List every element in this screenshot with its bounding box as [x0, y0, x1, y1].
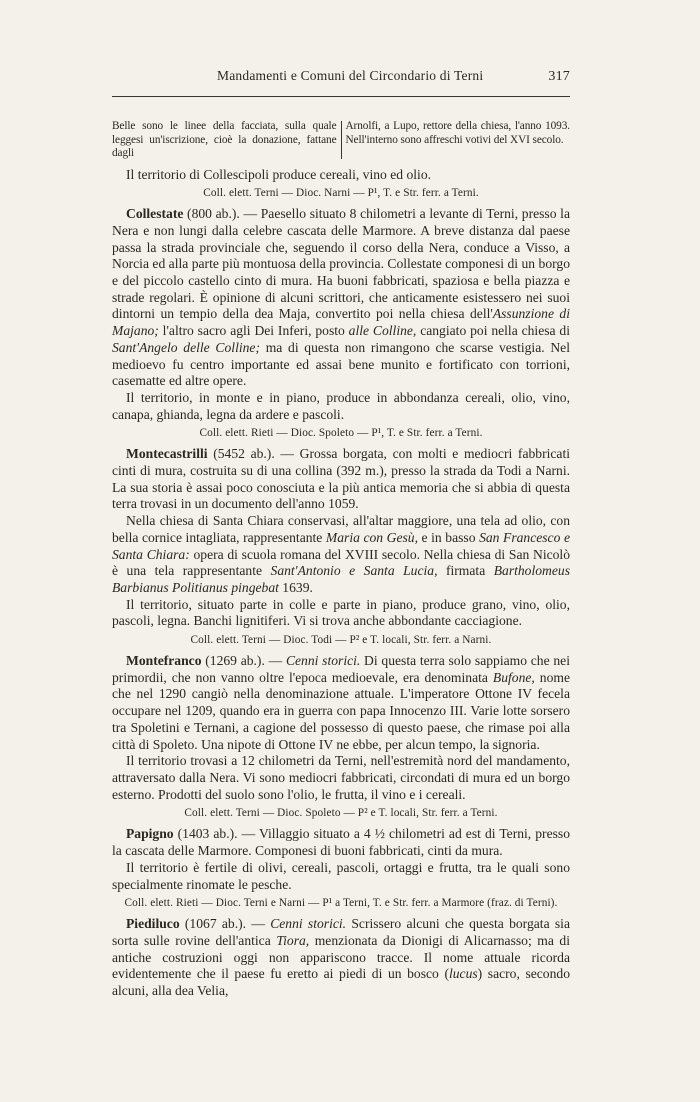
entry-heading: Collestate: [126, 206, 184, 222]
piediluco-para-1: Piediluco (1067 ab.). — Cenni storici. Scrissero alcuni che questa borgata sia sorta sulle rovine dell'antica Tiora, menzionata da Dionigi di Alicarnasso; ma di antiche costruzioni oggi non appariscono tracce. Il nome attuale ricorda evidentemente che il paese fu eretto ai piedi di un bosco (lucus) sacro, secondo alcuni, alla dea Velia,: [112, 916, 570, 999]
continuation-right: Arnolfi, a Lupo, rettore della chiesa, l'anno 1093. Nell'interno sono affreschi votivi del XVI secolo.: [345, 120, 570, 146]
entry-montecastrilli: [112, 446, 570, 647]
collestate-para-1: Collestate (800 ab.). — Paesello situato 8 chilometri a levante di Terni, presso la Nera e non lungi dalla celebre cascata delle Marmore. A breve distanza dal paese passa la strada provinciale che, seguendo il corso della Nera, conduce a Visso, a Norcia ed alla parte più montuosa della provincia. Collestate componesi di un borgo e del piccolo castello cinto di mura. Ha buoni fabbricati, spaziosa e bella piazza e strade regolari. È opinione di alcuni scrittori, che anticamente esistessero nei suoi dintorni un tempio della dea Maja, convertito poi nella chiesa dell'Assunzione di Majano; l'altro sacro agli Dei Inferi, posto alle Colline, cangiato poi nella chiesa di Sant'Angelo delle Colline; ma di questa non rimangono che scarse vestigia. Nel medioevo fu centro importante ed assai bene munito e fortificato con torrioni, casematte ed altre opere.: [112, 206, 570, 389]
running-header: [112, 68, 570, 85]
montefranco-coll: Coll. elett. Terni — Dioc. Spoleto — P² e T. locali, Str. ferr. a Terni.: [184, 807, 498, 820]
collestate-coll: Coll. elett. Rieti — Dioc. Spoleto — P¹, T. e Str. ferr. a Terni.: [199, 427, 483, 440]
montefranco-para-2: Il territorio trovasi a 12 chilometri da Terni, nell'estremità nord del mandamento, attraversato dalla Nera. Vi sono mediocri fabbricati, circondati di mura ed un borgo esterno. Prodotti del suolo sono l'olio, le frutta, il vino e i cereali.: [112, 753, 570, 802]
entry-piediluco: [112, 916, 570, 1000]
header-rule: [112, 96, 570, 97]
header-title: Mandamenti e Comuni del Circondario di Terni: [217, 68, 484, 83]
collescipoli-coll: Coll. elett. Terni — Dioc. Narni — P¹, T. e Str. ferr. a Terni.: [203, 187, 479, 200]
montecastrilli-coll: Coll. elett. Terni — Dioc. Todi — P² e T. locali, Str. ferr. a Narni.: [190, 634, 492, 647]
entry-papigno: [112, 826, 570, 910]
papigno-para-1: Papigno (1403 ab.). — Villaggio situato a 4 ½ chilometri ad est di Terni, presso la cascata delle Marmore. Componesi di buoni fabbricati, cinti da mura.: [112, 826, 570, 859]
page-number: 317: [548, 69, 570, 84]
entry-heading: Montecastrilli: [126, 446, 208, 462]
entry-heading: Papigno: [126, 826, 174, 842]
collestate-para-2: Il territorio, in monte e in piano, produce in abbondanza cereali, olio, vino, canapa, ghianda, legna da ardere e pascoli.: [112, 389, 570, 422]
montecastrilli-para-3: Il territorio, situato parte in colle e parte in piano, produce grano, vino, olio, pascoli, legna. Banchi lignitiferi. Vi si trova anche abbondante cacciagione.: [112, 596, 570, 629]
entry-collestate: [112, 206, 570, 440]
papigno-para-2: Il territorio è fertile di olivi, cereali, pascoli, ortaggi e frutta, tra le quali sono specialmente rinomate le pesche.: [112, 859, 570, 892]
entry-montefranco: [112, 653, 570, 820]
entry-heading: Montefranco: [126, 653, 202, 669]
montefranco-para-1: Montefranco (1269 ab.). — Cenni storici. Di questa terra solo sappiamo che nei primordii, che non vanno oltre l'epoca medioevale, era denominata Bufone, nome che nel 1290 cangiò nella denominazione attuale. L'imperatore Ottone IV fecela occupare nel 1209, quando era in guerra con papa Innocenzo III. Varie lotte sorsero tra Spoletini e Ternani, a cagione del possesso di questo paese, che rimase poi alla città di Spoleto. Una nipote di Ottone IV ne ebbe, per alcun tempo, la signoria.: [112, 653, 570, 752]
papigno-coll: Coll. elett. Rieti — Dioc. Terni e Narni — P¹ a Terni, T. e Str. ferr. a Marmore (fraz. di Terni).: [124, 897, 558, 910]
montecastrilli-para-2: Nella chiesa di Santa Chiara conservasi, all'altar maggiore, una tela ad olio, con bella cornice intagliata, rappresentante Maria con Gesù, e in basso San Francesco e Santa Chiara: opera di scuola romana del XVIII secolo. Nella chiesa di San Nicolò è una tela rappresentante Sant'Antonio e Santa Lucia, firmata Bartholomeus Barbianus Politianus pingebat 1639.: [112, 513, 571, 595]
column-divider: [341, 121, 342, 159]
continuation-columns: [112, 120, 570, 161]
continuation-left: Belle sono le linee della facciata, sulla quale leggesi un'iscrizione, cioè la donazione, fattane dagli: [112, 120, 337, 159]
page-body: [112, 120, 570, 1000]
entry-heading: Piediluco: [126, 916, 180, 932]
montecastrilli-para-1: Montecastrilli (5452 ab.). — Grossa borgata, con molti e mediocri fabbricati cinti di mura, costruita su di una collina (392 m.), presso la strada da Todi a Narni. La sua storia è assai poco conosciuta e la più antica memoria che si abbia di questa terra trovasi in un documento dell'anno 1059.: [112, 446, 570, 512]
collescipoli-territory: Il territorio di Collescipoli produce cereali, vino ed olio.: [126, 166, 432, 182]
